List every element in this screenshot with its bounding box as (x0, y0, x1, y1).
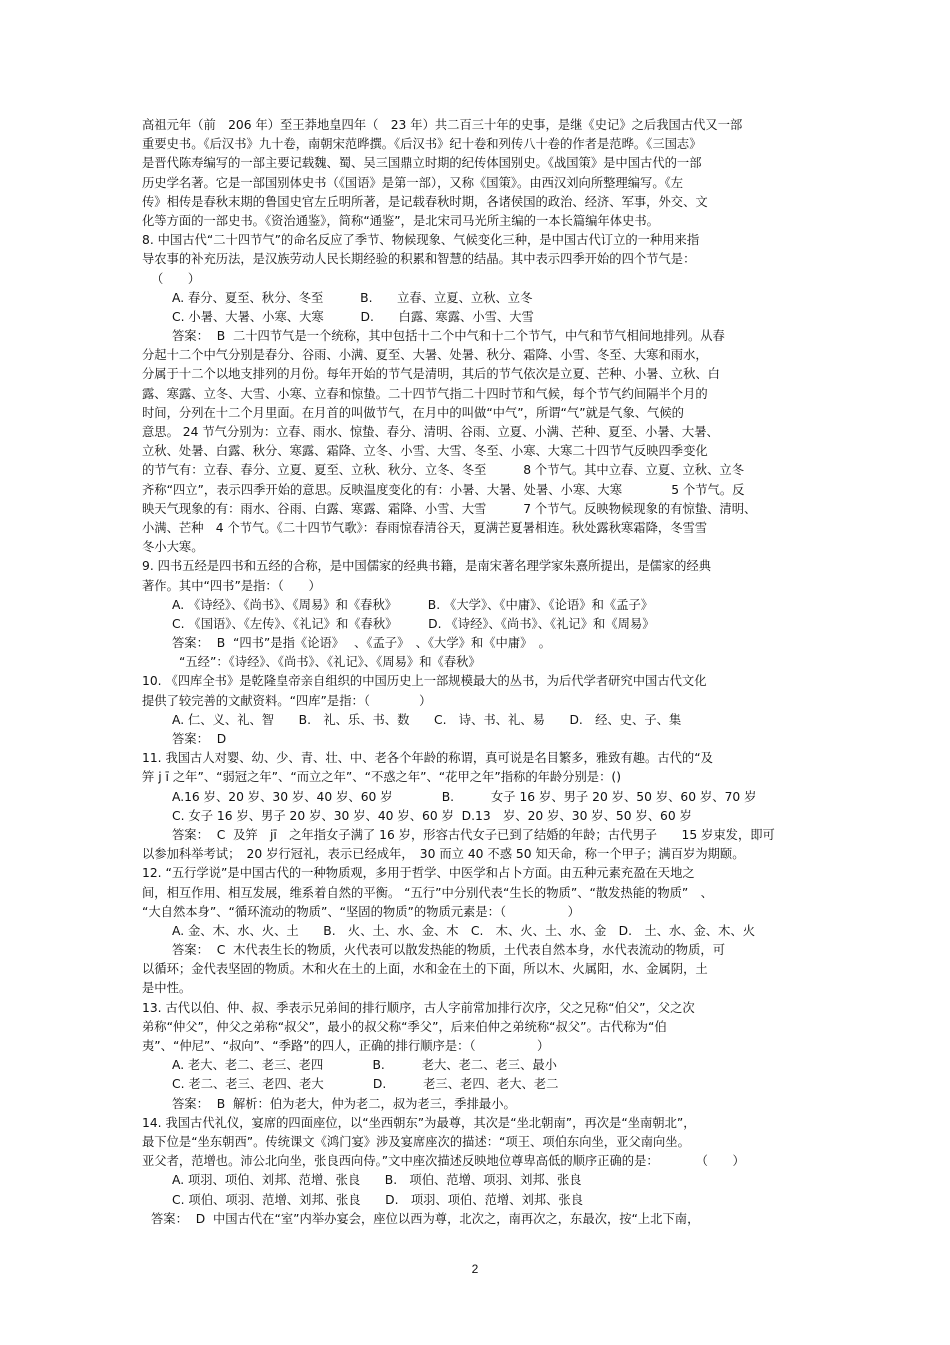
text-line: 分属于十二个以地支排列的月份。每年开始的节气是清明，其后的节气依次是立夏、芒种、小暑、立秋、白 (142, 367, 720, 382)
text-line: 答案： D 中国古代在“室”内举办宴会，座位以西为尊，北次之，南再次之，东最次，按“上北下南， (151, 1211, 700, 1226)
text-line: A. 金、木、水、火、土 B. 火、土、水、金、木 C. 木、火、土、水、金 D. 土、水、金、木、火 (172, 923, 755, 938)
text-line: 答案： B 二十四节气是一个统称，其中包括十二个中气和十二个节气，中气和节气相间地排列。从春 (172, 329, 725, 344)
text-line: 映天气现象的有：雨水、谷雨、白露、寒露、霜降、小雪、大雪 7 个节气。反映物候现象的有惊蛰、清明、 (142, 501, 757, 516)
text-line: “五经”：《诗经》、《尚书》、《礼记》、《周易》和《春秋》 (179, 655, 481, 670)
text-line: 历史学名著。它是一部国别体史书（《国语》是第一部），又称《国策》。由西汉刘向所整理编写。《左 (142, 175, 684, 190)
text-line: 提供了较完善的文献资料。“四库”是指：（ ） (142, 693, 432, 708)
text-line: 14. 我国古代礼仪，宴席的四面座位，以“坐西朝东”为最尊，其次是“坐北朝南”，再次是“坐南朝北”， (142, 1115, 696, 1130)
text-line: C. 小暑、大暑、小寒、大寒 D. 白露、寒露、小雪、大雪 (172, 309, 534, 324)
text-line: 立秋、处暑、白露、秋分、寒露、霜降、立冬、小雪、大雪、冬至、小寒、大寒二十四节气反映四季变化 (142, 444, 708, 459)
text-line: 以参加科举考试； 20 岁行冠礼，表示已经成年， 30 而立 40 不惑 50 知天命，称一个甲子；满百岁为期颐。 (142, 847, 745, 862)
text-line: C. 项伯、项羽、范增、刘邦、张良 D. 项羽、项伯、范增、刘邦、张良 (172, 1192, 583, 1207)
text-line: “大自然本身”、“循环流动的物质”、“坚固的物质”的物质元素是：（ ） (142, 904, 580, 919)
text-line: 分起十二个中气分别是春分、谷雨、小满、夏至、大暑、处暑、秋分、霜降、小雪、冬至、大寒和雨水， (142, 348, 708, 363)
text-line: 著作。其中“四书”是指：（ ） (142, 578, 321, 593)
text-line: A. 项羽、项伯、刘邦、范增、张良 B. 项伯、范增、项羽、刘邦、张良 (172, 1173, 582, 1188)
text-line: 答案： B 解析：伯为老大，仲为老二，叔为老三，季排最小。 (172, 1096, 516, 1111)
text-line: 答案： B “四书”是指《论语》 、《孟子》 、《大学》和《中庸》 。 (172, 636, 551, 651)
text-line: 8. 中国古代“二十四节气”的命名反应了季节、物候现象、气候变化三种，是中国古代订立的一种用来指 (142, 233, 700, 248)
text-line: 最下位是“坐东朝西”。传统课文《鸿门宴》涉及宴席座次的描述：“项王、项伯东向坐，亚父南向坐。 (142, 1134, 690, 1149)
page-body (142, 116, 812, 1229)
text-line: 齐称“四立”，表示四季开始的意思。反映温度变化的有：小暑、大暑、处暑、小寒、大寒 5 个节气。反 (142, 482, 745, 497)
text-line: 13. 古代以伯、仲、叔、季表示兄弟间的排行顺序，古人字前常加排行次序，父之兄称“伯父”，父之次 (142, 1000, 695, 1015)
text-line: 时间，分列在十二个月里面。在月首的叫做节气，在月中的叫做“中气”，所谓“气”就是气象、气候的 (142, 405, 684, 420)
text-line: 11. 我国古人对婴、幼、少、青、壮、中、老各个年龄的称谓，真可说是名目繁多，雅致有趣。古代的“及 (142, 751, 713, 766)
text-line: C. 老二、老三、老四、老大 D. 老三、老四、老大、老二 (172, 1077, 559, 1092)
text-line: 答案： D (172, 732, 227, 746)
text-line: 是中性。 (142, 981, 192, 996)
text-line: A.16 岁、20 岁、30 岁、40 岁、60 岁 B. 女子 16 岁、男子 20 岁、50 岁、60 岁、70 岁 (172, 789, 757, 804)
text-line: 12. “五行学说”是中国古代的一种物质观，多用于哲学、中医学和占卜方面。由五种元素充盈在天地之 (142, 866, 695, 881)
text-line: C. 《国语》、《左传》、《礼记》和《春秋》 D. 《诗经》、《尚书》、《礼记》和《周易》 (172, 616, 655, 631)
page-number: 2 (471, 1262, 479, 1276)
text-line: 亚父者，范增也。沛公北向坐，张良西向侍。”文中座次描述反映地位尊卑高低的顺序正确的是： （ ） (142, 1154, 745, 1169)
text-line: 化等方面的一部史书。《资治通鉴》，简称“通鉴”，是北宋司马光所主编的一本长篇编年体史书。 (142, 213, 659, 228)
text-line: 意思。 24 节气分别为：立春、雨水、惊蛰、春分、清明、谷雨、立夏、小满、芒种、夏至、小暑、大暑、 (142, 425, 719, 439)
text-line: 夷”、“仲尼”、“叔向”、“季路”的四人，正确的排行顺序是：（ ） (142, 1039, 550, 1053)
text-line: 小满、芒种 4 个节气。《二十四节气歌》：春雨惊春清谷天，夏满芒夏暑相连。秋处露秋寒霜降，冬雪雪 (142, 520, 708, 535)
text-line: A. 老大、老二、老三、老四 B. 老大、老二、老三、最小 (172, 1058, 557, 1073)
text-line: （ ） (151, 271, 201, 286)
text-line: 高祖元年（前 206 年）至王莽地皇四年（ 23 年）共二百三十年的史事，是继《史记》之后我国古代又一部 (142, 118, 743, 132)
text-line: 答案： C 木代表生长的物质，火代表可以散发热能的物质，土代表自然本身，水代表流动的物质，可 (172, 943, 725, 958)
text-line: 重要史书。《后汉书》九十卷，南朝宋范晔撰。《后汉书》纪十卷和列传八十卷的作者是范晔。《三国志》 (142, 137, 702, 152)
text-line: 是晋代陈寿编写的一部主要记载魏、蜀、吴三国鼎立时期的纪传体国别史。《战国策》是中国古代的一部 (142, 156, 702, 171)
text-line: A. 《诗经》、《尚书》、《周易》和《春秋》 B. 《大学》、《中庸》、《论语》和《孟子》 (172, 597, 654, 612)
text-line: 传》相传是春秋末期的鲁国史官左丘明所著，是记载春秋时期，各诸侯国的政治、经济、军事，外交、文 (142, 194, 708, 209)
text-line: 的节气有：立春、春分、立夏、夏至、立秋、秋分、立冬、冬至 8 个节气。其中立春、立夏、立秋、立冬 (142, 463, 744, 478)
text-line: 答案： C 及笄 jī 之年指女子满了 16 岁，形容古代女子已到了结婚的年龄；古代男子 15 岁束发，即可 (172, 827, 775, 842)
text-line: 10. 《四库全书》是乾隆皇帝亲自组织的中国历史上一部规模最大的丛书，为后代学者研究中国古代文化 (142, 674, 707, 689)
text-line: 9. 四书五经是四书和五经的合称，是中国儒家的经典书籍，是南宋著名理学家朱熹所提出，是儒家的经典 (142, 559, 712, 574)
text-line: 冬小大寒。 (142, 540, 204, 555)
text-line: C. 女子 16 岁、男子 20 岁、30 岁、40 岁、60 岁 D.13 岁、20 岁、30 岁、50 岁、60 岁 (172, 808, 692, 823)
text-line: 弟称“仲父”，仲父之弟称“叔父”，最小的叔父称“季父”，后来伯仲之弟统称“叔父”。古代称为“伯 (142, 1019, 667, 1034)
text-line: A. 仁、义、礼、智 B. 礼、乐、书、数 C. 诗、书、礼、易 D. 经、史、子、集 (172, 712, 682, 727)
text-line: 露、寒露、立冬、大雪、小寒、立春和惊蛰。二十四节气指二十四时节和气候，每个节气约间隔半个月的 (142, 386, 708, 401)
text-line: A. 春分、夏至、秋分、冬至 B. 立春、立夏、立秋、立冬 (172, 290, 533, 305)
text-line: 间，相互作用、相互发展，维系着自然的平衡。 “五行”中分别代表“生长的物质”、“散发热能的物质” 、 (142, 885, 713, 900)
text-line: 导农事的补充历法，是汉族劳动人民长期经验的积累和智慧的结晶。其中表示四季开始的四个节气是： (142, 252, 696, 267)
text-line: 以循环；金代表坚固的物质。木和火在土的上面，水和金在土的下面，所以木、火属阳，水、金属阴，土 (142, 962, 708, 977)
text-line: 笄 j ī 之年”、“弱冠之年”、“而立之年”、“不惑之年”、“花甲之年”指称的年龄分别是：() (142, 770, 621, 785)
